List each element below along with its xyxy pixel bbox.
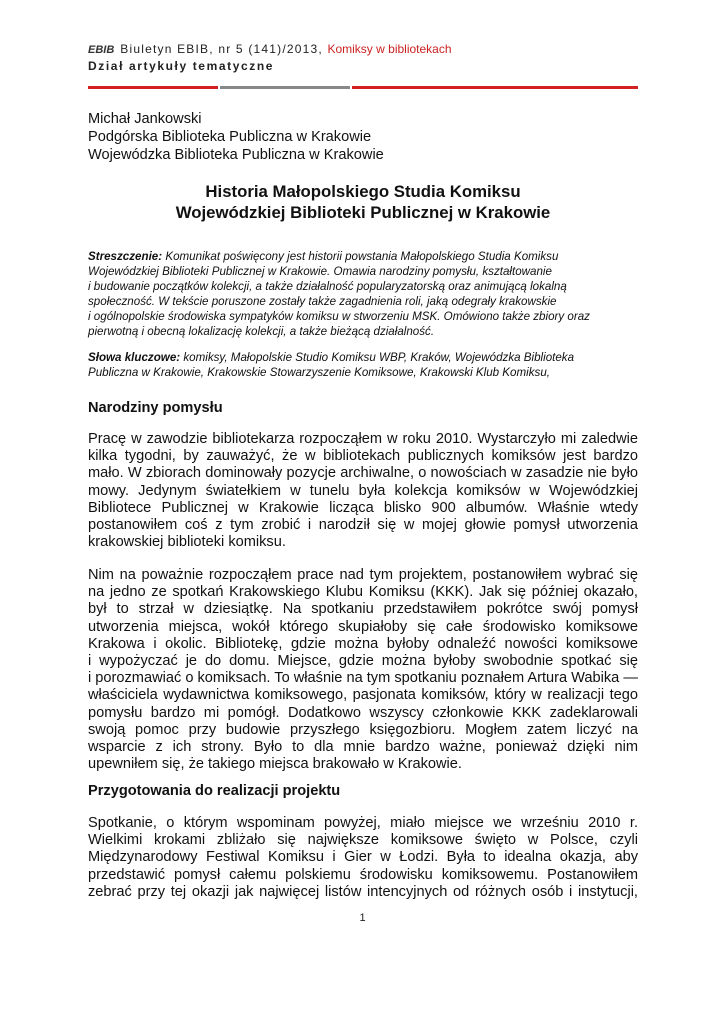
keywords-line: Słowa kluczowe: komiksy, Małopolskie Studio Komiksu WBP, Kraków, Wojewódzka Biblioteka [88, 351, 575, 364]
text-line: i wypożyczać je do domu. Miejsce, gdzie można byłoby swobodnie spotkać się [88, 652, 638, 669]
abstract [88, 249, 638, 339]
abstract-line: Wojewódzkiej Biblioteki Publicznej w Krakowie. Omawia narodziny pomysłu, kształtowanie [88, 265, 552, 278]
abstract-line: społeczność. W tekście poruszone zostały także zagadnienia roli, jaką odegrały krakowskie [88, 295, 557, 308]
text-line: pomysłu bardzo mi pomógł. Dodatkowo wszyscy członkowie KKK zadeklarowali [88, 704, 638, 721]
text-line: był to strzał w dziesiątkę. Na spotkaniu przedstawiłem pokrótce swój pomysł [88, 601, 638, 618]
author-affiliation: Wojewódzka Biblioteka Publiczna w Krakowie [88, 147, 384, 163]
text-line: Pracę w zawodzie bibliotekarza rozpocząłem w roku 2010. Wystarczyło mi zaledwie [88, 431, 638, 447]
section-label: Dział artykuły tematyczne [88, 59, 275, 73]
text-line: właściciela wydawnictwa komiksowego, pasjonata komiksów, który w realizacji tego [88, 687, 638, 704]
keywords-label: Słowa kluczowe: [88, 351, 181, 364]
header-rule-red-right [352, 86, 638, 89]
text-line: Krakowa i okolic. Bibliotekę, gdzie można byłoby odnaleźć nowości komiksowe [88, 635, 638, 652]
abstract-line: i ogólnopolskie środowiska sympatyków komiksu w stworzeniu MSK. Omówiono także zbiory oraz [88, 310, 590, 323]
author-affiliation: Podgórska Biblioteka Publiczna w Krakowie [88, 129, 372, 145]
title-line: Historia Małopolskiego Studia Komiksu [205, 182, 521, 201]
paragraph [88, 815, 638, 901]
abstract-label: Streszczenie: [88, 250, 163, 263]
page-number: 1 [359, 912, 366, 924]
text-line: Bibliotece Publicznej w Krakowie licząca blisko 900 albumów. Właśnie wtedy [88, 499, 638, 516]
header-rule-red [88, 86, 218, 89]
author-block [88, 110, 384, 164]
text-line: Wielkimi krokami zbliżało się największe komiksowe święto w Polsce, czyli [88, 832, 638, 849]
section-heading: Przygotowania do realizacji projektu [88, 783, 341, 799]
title-line: Wojewódzkiej Biblioteki Publicznej w Krakowie [175, 203, 551, 222]
text-line: Spotkanie, o którym wspominam powyżej, miało miejsce we wrześniu 2010 r. [88, 815, 638, 831]
paragraph [88, 567, 638, 773]
text-line: przedstawić pomysł całemu polskiemu środowisku komiksowemu. Postanowiłem [88, 866, 638, 883]
text-line: utworzenia miejsca, wokół którego skupiałoby się całe środowisko komiksowe [88, 618, 638, 635]
paragraph [88, 431, 638, 551]
text-line: Międzynarodowy Festiwal Komiksu i Gier w Łodzi. Była to idealna okazja, aby [88, 849, 638, 866]
abstract-line: i budowanie początków kolekcji, a także działalność popularyzatorską oraz animującą lokalną [88, 280, 567, 293]
header-rule-grey [220, 86, 350, 89]
header-journal-line [88, 42, 648, 58]
text-line: postanowiłem coś z tym zrobić i narodził się w mojej głowie pomysł utworzenia [88, 516, 638, 533]
text-line: zebrać przy tej okazji jak najwięcej listów intencyjnych od różnych osób i instytucji, [88, 883, 638, 900]
section-heading: Narodziny pomysłu [88, 400, 223, 416]
keywords [88, 350, 638, 380]
text-line: mowy. Jedynym światełkiem w tunelu była kolekcja komiksów w Wojewódzkiej [88, 482, 638, 499]
text-line: krakowskiej biblioteki komiksu. [88, 534, 286, 551]
text-line: i porozmawiać o komiksach. To właśnie na tym spotkaniu poznałem Artura Wabika — [88, 670, 638, 687]
author-name: Michał Jankowski [88, 111, 202, 127]
text-line: na jedno ze spotkań Krakowskiego Klubu Komiksu (KKK). Jak się później okazało, [88, 584, 638, 601]
text-line: swoją pomoc przy budowie przyszłego księgozbioru. Mogłem zatem liczyć na [88, 721, 638, 738]
text-line: Nim na poważnie rozpocząłem prace nad tym projektem, postanowiłem wybrać się [88, 567, 638, 583]
keywords-line: Publiczna w Krakowie, Krakowskie Stowarzyszenie Komiksowe, Krakowski Klub Komiksu, [88, 366, 550, 379]
ebib-logo: EBIB [88, 44, 115, 56]
running-header [88, 42, 648, 74]
text-line: kilka tygodni, by zauważyć, że w bibliotekach publicznych komiksów jest bardzo [88, 448, 638, 465]
text-line: upewniłem się, że takiego miejsca brakowało w Krakowie. [88, 756, 462, 773]
abstract-line: Streszczenie: Komunikat poświęcony jest historii powstania Małopolskiego Studia Komiksu [88, 250, 559, 263]
journal-issue: Biuletyn EBIB, nr 5 (141)/2013, [120, 42, 323, 56]
abstract-line: pierwotną i obecną lokalizację kolekcji, a także bieżącą działalność. [88, 325, 435, 338]
text-line: mało. W zbiorach dominowały pozycje archiwalne, o nowościach w zasadzie nie było [88, 465, 638, 482]
text-line: wsparcie z ich strony. Było to dla mnie bardzo ważne, ponieważ dzięki nim [88, 738, 638, 755]
article-title [88, 181, 638, 223]
issue-topic: Komiksy w bibliotekach [327, 42, 452, 56]
